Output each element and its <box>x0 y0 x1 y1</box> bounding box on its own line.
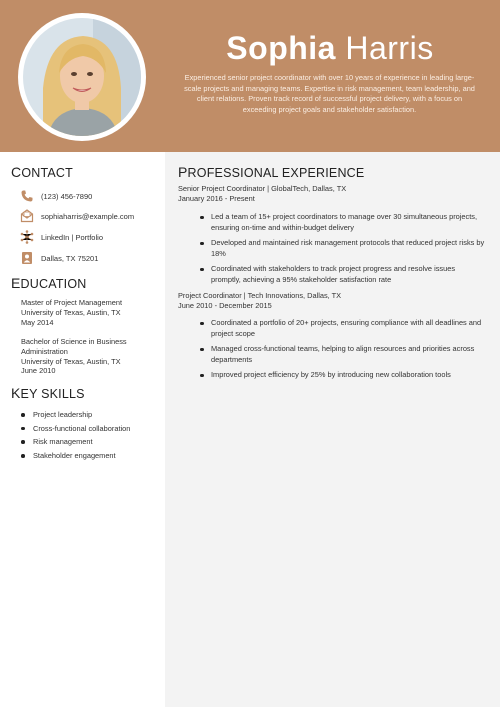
candidate-name <box>160 29 500 67</box>
profile-summary: Experienced senior project coordinator with over 10 years of experience in leading large-scale projects and managing teams. Expertise in risk management, team leadership, and client relations. Proven track record of successful project delivery, with a focus on exceeding project goals and stakeholder satisfaction. <box>184 73 475 114</box>
header-banner <box>0 0 500 152</box>
profile-photo-frame <box>18 13 146 141</box>
job-dates: June 2010 - December 2015 <box>178 301 272 310</box>
skills-list <box>21 408 130 463</box>
job-dates: January 2016 - Present <box>178 194 255 203</box>
contact-links: LinkedIn | Portfolio <box>20 229 103 245</box>
contact-location: Dallas, TX 75201 <box>20 250 98 266</box>
network-icon <box>20 230 34 244</box>
education-entry: Bachelor of Science in Business Administration University of Texas, Austin, TX June 2010 <box>21 337 127 376</box>
list-item: Improved project efficiency by 25% by introducing new collaboration tools <box>200 370 485 381</box>
contact-phone: (123) 456-7890 <box>20 188 92 204</box>
list-item: Coordinated a portfolio of 20+ projects, ensuring compliance with all deadlines and project scope <box>200 318 485 339</box>
job-role: Senior Project Coordinator | GlobalTech, Dallas, TX <box>178 184 347 193</box>
list-item: Developed and maintained risk management protocols that reduced project risks by 18% <box>200 238 485 259</box>
list-item: Coordinated with stakeholders to track project progress and resolve issues promptly, achieving a 95% stakeholder satisfaction rate <box>200 264 485 285</box>
contact-heading: CONTACT <box>11 164 73 180</box>
profile-photo <box>23 18 141 136</box>
job-header <box>178 184 346 204</box>
list-item: Cross-functional collaboration <box>21 422 130 436</box>
job-role: Project Coordinator | Tech Innovations, Dallas, TX <box>178 291 342 300</box>
list-item: Managed cross-functional teams, helping to align resources and priorities across departments <box>200 344 485 365</box>
location-icon <box>20 251 34 265</box>
education-heading: EDUCATION <box>11 275 87 291</box>
experience-heading: PROFESSIONAL EXPERIENCE <box>178 164 365 180</box>
first-name: Sophia <box>226 30 336 66</box>
email-icon <box>20 209 34 223</box>
phone-icon <box>20 189 34 203</box>
job-header <box>178 291 341 311</box>
list-item: Project leadership <box>21 408 130 422</box>
skills-heading: KEY SKILLS <box>11 385 85 401</box>
list-item: Stakeholder engagement <box>21 449 130 463</box>
job-bullets <box>200 212 485 290</box>
last-name: Harris <box>345 30 434 66</box>
education-entry: Master of Project Management University of Texas, Austin, TX May 2014 <box>21 298 123 327</box>
contact-email: sophiaharris@example.com <box>20 208 134 224</box>
job-bullets <box>200 318 485 386</box>
list-item: Led a team of 15+ project coordinators to manage over 30 simultaneous projects, ensuring on-time and within-budget delivery <box>200 212 485 233</box>
list-item: Risk management <box>21 435 130 449</box>
